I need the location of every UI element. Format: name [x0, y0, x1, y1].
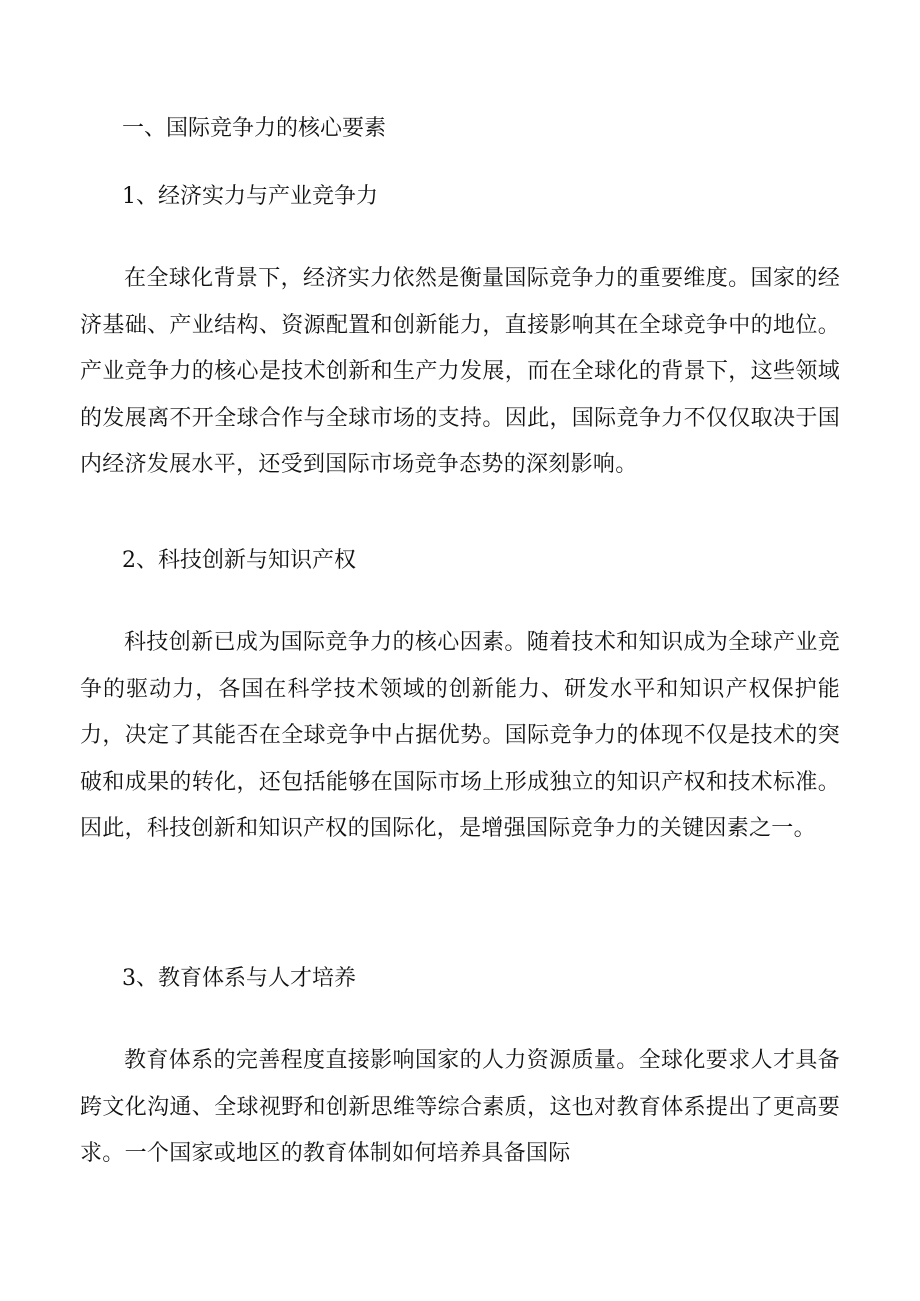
paragraph-economy: 在全球化背景下，经济实力依然是衡量国际竞争力的重要维度。国家的经济基础、产业结构、资源配置和创新能力，直接影响其在全球竞争中的地位。产业竞争力的核心是技术创新和生产力发展，而在全球化的背景下，这些领域的发展离不开全球合作与全球市场的支持。因此，国际竞争力不仅仅取决于国内经济发展水平，还受到国际市场竞争态势的深刻影响。: [80, 266, 840, 477]
paragraph-education: 教育体系的完善程度直接影响国家的人力资源质量。全球化要求人才具备跨文化沟通、全球视野和创新思维等综合素质，这也对教育体系提出了更高要求。一个国家或地区的教育体制如何培养具备国际: [80, 1048, 840, 1166]
subsection-heading-education: 3、教育体系与人才培养: [122, 966, 356, 991]
subsection-heading-technology: 2、科技创新与知识产权: [122, 548, 356, 573]
section-heading: 一、国际竞争力的核心要素: [122, 116, 387, 141]
subsection-heading-economy: 1、经济实力与产业竞争力: [122, 184, 378, 209]
paragraph-technology: 科技创新已成为国际竞争力的核心因素。随着技术和知识成为全球产业竞争的驱动力，各国在科学技术领域的创新能力、研发水平和知识产权保护能力，决定了其能否在全球竞争中占据优势。国际竞争力的体现不仅是技术的突破和成果的转化，还包括能够在国际市场上形成独立的知识产权和技术标准。因此，科技创新和知识产权的国际化，是增强国际竞争力的关键因素之一。: [80, 630, 840, 841]
